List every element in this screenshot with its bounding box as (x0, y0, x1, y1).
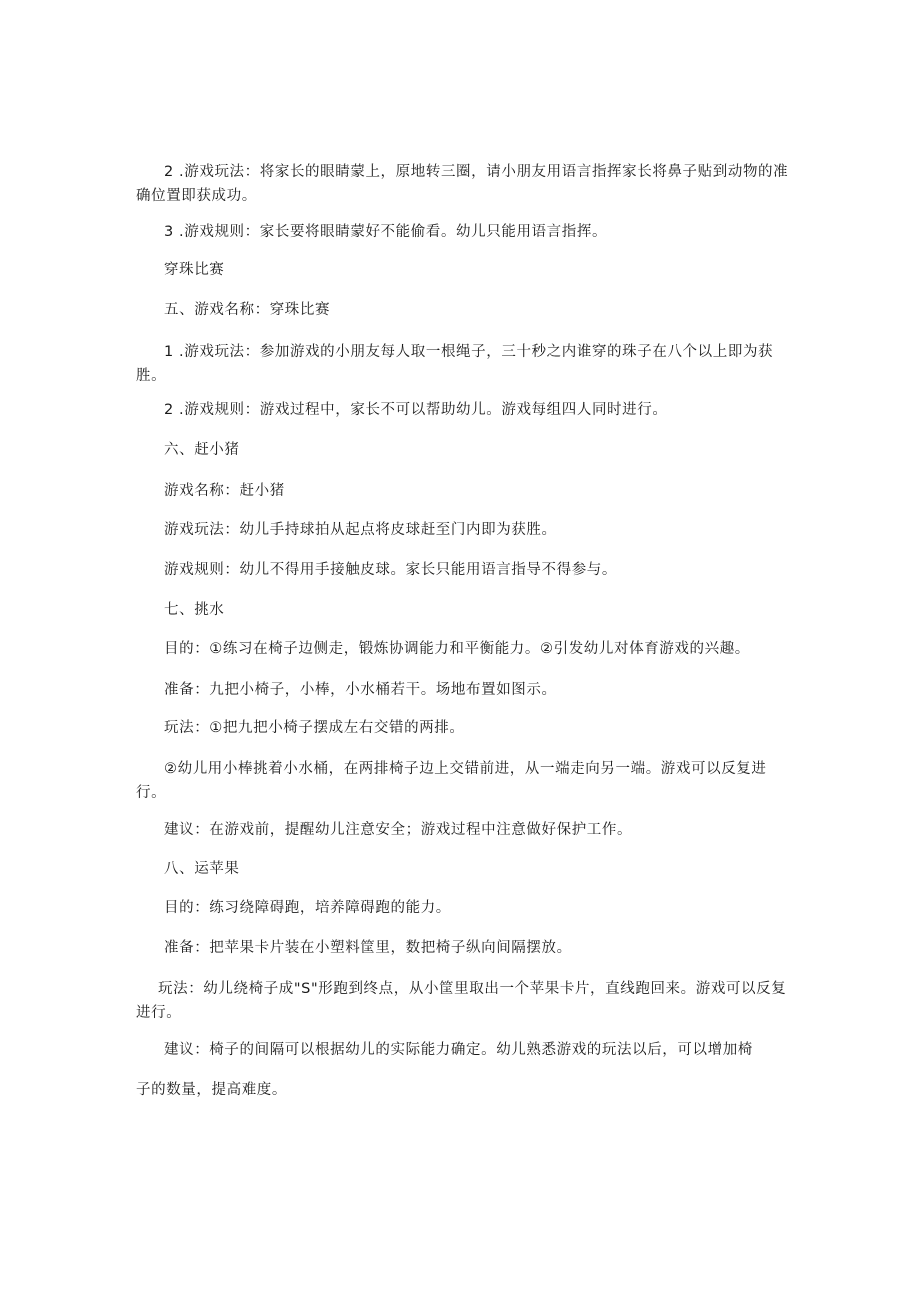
section-heading: 八、运苹果 (164, 861, 240, 877)
section-heading: 七、挑水 (164, 602, 225, 618)
paragraph: 2 .游戏规则：游戏过程中，家长不可以帮助幼儿。游戏每组四人同时进行。 (164, 402, 668, 418)
paragraph: 建议：椅子的间隔可以根据幼儿的实际能力确定。幼儿熟悉游戏的玩法以后，可以增加椅 (164, 1042, 753, 1058)
paragraph: 游戏规则：幼儿不得用手接触皮球。家长只能用语言指导不得参与。 (164, 562, 617, 578)
paragraph: 目的：①练习在椅子边侧走，锻炼协调能力和平衡能力。②引发幼儿对体育游戏的兴趣。 (164, 641, 750, 657)
paragraph: 目的：练习绕障碍跑，培养障碍跑的能力。 (164, 900, 451, 916)
paragraph: 玩法：①把九把小椅子摆成左右交错的两排。 (164, 720, 465, 736)
paragraph: 游戏名称：赶小猪 (164, 483, 285, 499)
paragraph: 子的数量，提高难度。 (136, 1082, 287, 1098)
paragraph: 3 .游戏规则：家长要将眼睛蒙好不能偷看。幼儿只能用语言指挥。 (164, 224, 608, 240)
paragraph: ②幼儿用小棒挑着小水桶，在两排椅子边上交错前进，从一端走向另一端。游戏可以反复进行。 (136, 761, 767, 801)
paragraph: 准备：九把小椅子，小棒，小水桶若干。场地布置如图示。 (164, 682, 557, 698)
paragraph: 2 .游戏玩法：将家长的眼睛蒙上，原地转三圈，请小朋友用语言指挥家长将鼻子贴到动物的准确位置即获成功。 (136, 164, 789, 204)
section-heading: 六、赶小猪 (164, 442, 240, 458)
paragraph: 玩法：幼儿绕椅子成"S"形跑到终点，从小筐里取出一个苹果卡片，直线跑回来。游戏可以反复进行。 (136, 981, 787, 1021)
paragraph: 游戏玩法：幼儿手持球拍从起点将皮球赶至门内即为获胜。 (164, 522, 557, 538)
paragraph: 准备：把苹果卡片装在小塑料筐里，数把椅子纵向间隔摆放。 (164, 940, 572, 956)
paragraph: 1 .游戏玩法：参加游戏的小朋友每人取一根绳子，三十秒之内谁穿的珠子在八个以上即为获胜。 (136, 344, 774, 384)
paragraph: 建议：在游戏前，提醒幼儿注意安全；游戏过程中注意做好保护工作。 (164, 822, 633, 838)
section-heading: 穿珠比赛 (164, 262, 225, 278)
section-heading: 五、游戏名称：穿珠比赛 (164, 302, 331, 318)
